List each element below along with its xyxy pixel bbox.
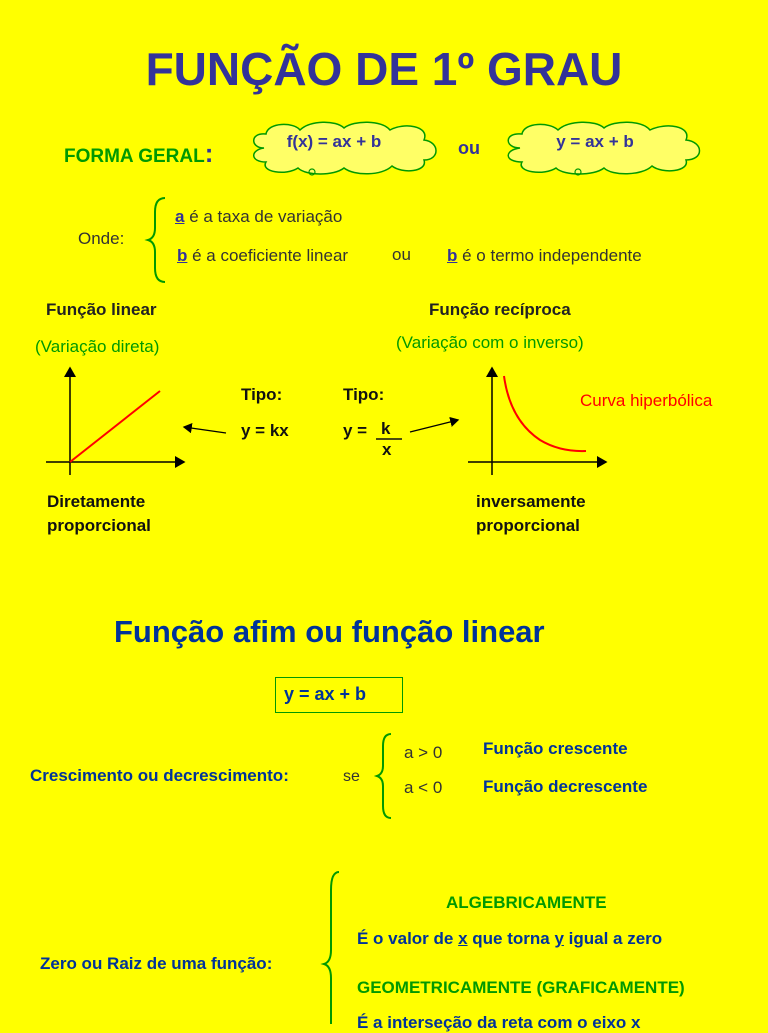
onde-or: ou [392, 245, 411, 264]
reciproca-desc-2: proporcional [476, 516, 580, 535]
formula-fx: f(x) = ax + b [286, 132, 382, 151]
reciproca-desc-1: inversamente [476, 492, 586, 511]
algebric-suffix: igual a zero [563, 929, 663, 948]
curve-label: Curva hiperbólica [580, 391, 713, 410]
afim-formula: y = ax + b [284, 684, 367, 704]
crescimento-se: se [343, 768, 360, 785]
onde-brace-icon [148, 198, 165, 282]
var-a: a [175, 207, 185, 226]
algebric-text [357, 929, 662, 949]
onde-b-line [177, 246, 348, 266]
page-title: FUNÇÃO DE 1º GRAU [145, 43, 623, 95]
linear-title: Função linear [46, 300, 157, 319]
cond-a-pos: a > 0 [404, 743, 443, 762]
onde-label: Onde: [78, 229, 125, 248]
linear-desc-2: proporcional [47, 516, 151, 535]
linear-formula: y = kx [241, 421, 289, 440]
funcao-decrescente: Função decrescente [483, 777, 648, 796]
forma-geral-text: FORMA GERAL [64, 146, 205, 167]
onde-b2-line [447, 246, 642, 266]
reciproca-subtitle: (Variação com o inverso) [396, 333, 584, 352]
hyperbolic-curve [504, 376, 586, 451]
reciproca-numerator: k [381, 419, 391, 438]
linear-subtitle: (Variação direta) [35, 337, 160, 356]
algebric-y: y [554, 929, 564, 948]
arrow-to-reciproca-icon [410, 420, 458, 432]
zero-brace-icon [324, 872, 339, 1024]
algebric-x: x [458, 929, 468, 948]
reciproca-title: Função recíproca [429, 300, 571, 319]
forma-geral-colon: : [204, 138, 214, 168]
onde-a-line [175, 207, 342, 227]
formula-y: y = ax + b [556, 132, 634, 151]
funcao-crescente: Função crescente [483, 739, 628, 758]
forma-geral-or: ou [458, 138, 480, 158]
linear-desc-1: Diretamente [47, 492, 146, 511]
arrow-to-linear-icon [184, 427, 226, 433]
linear-tipo: Tipo: [241, 385, 283, 404]
onde-a-text: é a taxa de variação [189, 207, 343, 226]
cond-a-neg: a < 0 [404, 778, 443, 797]
onde-b-text: é a coeficiente linear [192, 246, 349, 265]
reciproca-tipo: Tipo: [343, 385, 385, 404]
linear-red-line [70, 391, 160, 462]
geometric-text: É a interseção da reta com o eixo x [357, 1013, 641, 1032]
crescimento-label: Crescimento ou decrescimento: [30, 766, 289, 785]
reciproca-formula-prefix: y = [343, 421, 368, 440]
geometric-title: GEOMETRICAMENTE (GRAFICAMENTE) [357, 978, 685, 997]
var-b: b [177, 246, 188, 265]
algebric-title: ALGEBRICAMENTE [446, 893, 607, 912]
algebric-prefix: É o valor de [357, 929, 459, 948]
forma-geral-label [64, 138, 213, 169]
afim-title: Função afim ou função linear [114, 614, 545, 649]
algebric-mid: que torna [467, 929, 555, 948]
onde-b2-text: é o termo independente [462, 246, 642, 265]
reciproca-denominator: x [382, 440, 392, 459]
crescimento-brace-icon [377, 734, 391, 818]
var-b2: b [447, 246, 458, 265]
zero-label: Zero ou Raiz de uma função: [40, 954, 273, 973]
